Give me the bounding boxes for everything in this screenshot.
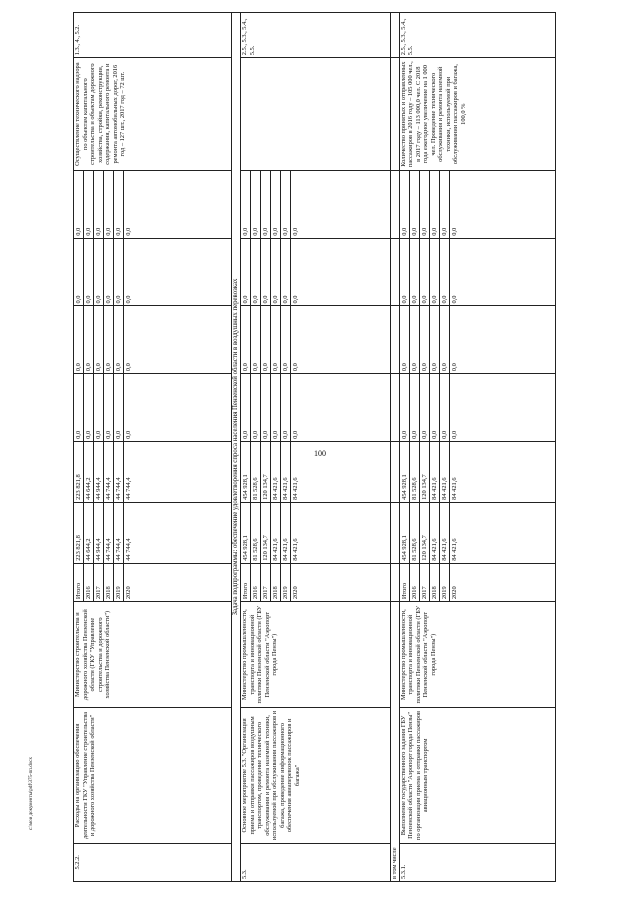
indicator: Количество принятых и отправленных пассажиров в 2016 году – 105 000 чел., в 2017 году – 113 000,0 чел. С 2018 года ежегодное увеличение на 1 000 чел. Проведение технического обслуживания и ремонта наземной техники, используемой при обслуживании пассажиров и багажа, 100,0 % — [399, 58, 555, 171]
activity-name: Расходы на организацию обеспечения деятельности ГКУ "Управление строительства и дорожного хозяйства Пензенской области" — [74, 708, 232, 843]
federal-cell: 0,0 0,0 0,0 0,0 0,0 0,0 — [74, 374, 232, 442]
years-cell: Итого 2016 2017 2018 2019 2020 — [399, 563, 555, 601]
incl-label: в том числе — [391, 602, 400, 882]
indicator: Осуществление технического надзора по объектам капитального строительства и объектам дорожного хозяйства, стройки, реконструкции, содержания, капитального ремонта и ремонта автомобильных дорог, 2016 год – 127 шт., 2017 год – 72 шт. — [74, 58, 232, 171]
years-cell: Итого 2016 2017 2018 2019 2020 — [74, 563, 232, 601]
page-number: 100 — [314, 449, 326, 458]
links: 2.5., 5.3., 5.4., 5.5. — [241, 13, 391, 58]
regional-cell: 223 821,8 44 644,2 44 944,4 44 744,4 44 744,4 44 744,4 — [74, 441, 232, 502]
federal-cell: 0,0 0,0 0,0 0,0 0,0 0,0 — [399, 238, 555, 306]
extra-cell: 0,0 0,0 0,0 0,0 0,0 0,0 — [241, 171, 391, 239]
regional-cell: 454 928,1 81 528,6 120 134,7 84 421,6 84 421,6 84 421,6 — [399, 441, 555, 502]
federal-cell: 0,0 0,0 0,0 0,0 0,0 0,0 — [241, 374, 391, 442]
federal-cell: 0,0 0,0 0,0 0,0 0,0 0,0 — [74, 238, 232, 306]
links: 2.5., 5.3., 5.4., 5.5. — [399, 13, 555, 58]
section-title: Задача подпрограммы: обеспечение удовлетворения спроса населения Пензенской области в воздушных перевозках — [232, 13, 241, 882]
section-row — [232, 13, 241, 882]
file-path-footer: c:\мои документы\pdf\375-пп.docx — [29, 757, 34, 830]
indicator-empty — [241, 58, 391, 171]
total-cell: 223 821,8 44 644,2 44 944,4 44 744,4 44 744,4 44 744,4 — [74, 502, 232, 563]
federal-cell: 0,0 0,0 0,0 0,0 0,0 0,0 — [241, 238, 391, 306]
federal-cell: 0,0 0,0 0,0 0,0 0,0 0,0 — [74, 306, 232, 374]
row-number: 5.3.1. — [399, 843, 555, 881]
table-row — [399, 13, 555, 882]
total-cell: 454 928,1 81 528,6 120 134,7 84 421,6 84 421,6 84 421,6 — [399, 502, 555, 563]
total-cell: 454 928,1 81 528,6 120 134,7 84 421,6 84 421,6 84 421,6 — [241, 502, 391, 563]
executor: Министерство строительства и дорожного хозяйства Пензенской области (ГКУ "Управление строительства и дорожного хозяйства Пензенской области") — [74, 602, 232, 708]
extra-cell: 0,0 0,0 0,0 0,0 0,0 0,0 — [74, 171, 232, 239]
regional-cell: 454 928,1 81 528,6 120 134,7 84 421,6 84 421,6 84 421,6 — [241, 441, 391, 502]
table-row — [74, 13, 232, 882]
federal-cell: 0,0 0,0 0,0 0,0 0,0 0,0 — [399, 374, 555, 442]
row-number: 5.3. — [241, 843, 391, 881]
links: 1.3., 4., 5.2. — [74, 13, 232, 58]
federal-cell: 0,0 0,0 0,0 0,0 0,0 0,0 — [241, 306, 391, 374]
extra-cell: 0,0 0,0 0,0 0,0 0,0 0,0 — [399, 171, 555, 239]
incl-row — [391, 13, 400, 882]
years-cell: Итого 2016 2017 2018 2019 2020 — [241, 563, 391, 601]
table-row — [241, 13, 391, 882]
activity-name: Выполнение государственного задания ГБУ Пензенской области "Аэропорт города Пензы" по организации приема и отправки пассажиров авиационным транспортом — [399, 708, 555, 843]
executor: Министерство промышленности, транспорта и инновационной политики Пензенской области (ГБУ Пензенской области "Аэропорт города Пензы") — [399, 602, 555, 708]
program-table — [73, 12, 556, 882]
rotated-table-container — [73, 12, 603, 882]
row-number: 5.2.2. — [74, 843, 232, 881]
activity-name: Основное мероприятие 5.3. "Организация приема и отправки пассажиров воздушным транспортом, проведение технического обслуживания и ремонта наземной техники, используемой при обслуживании пассажиров и багажа, проведение информационного обеспечения авиаперевозок пассажиров и багажа" — [241, 708, 391, 843]
federal-cell: 0,0 0,0 0,0 0,0 0,0 0,0 — [399, 306, 555, 374]
executor: Министерство промышленности, транспорта и инновационной политики Пензенской области (ГБУ Пензенской области "Аэропорт города Пензы") — [241, 602, 391, 708]
